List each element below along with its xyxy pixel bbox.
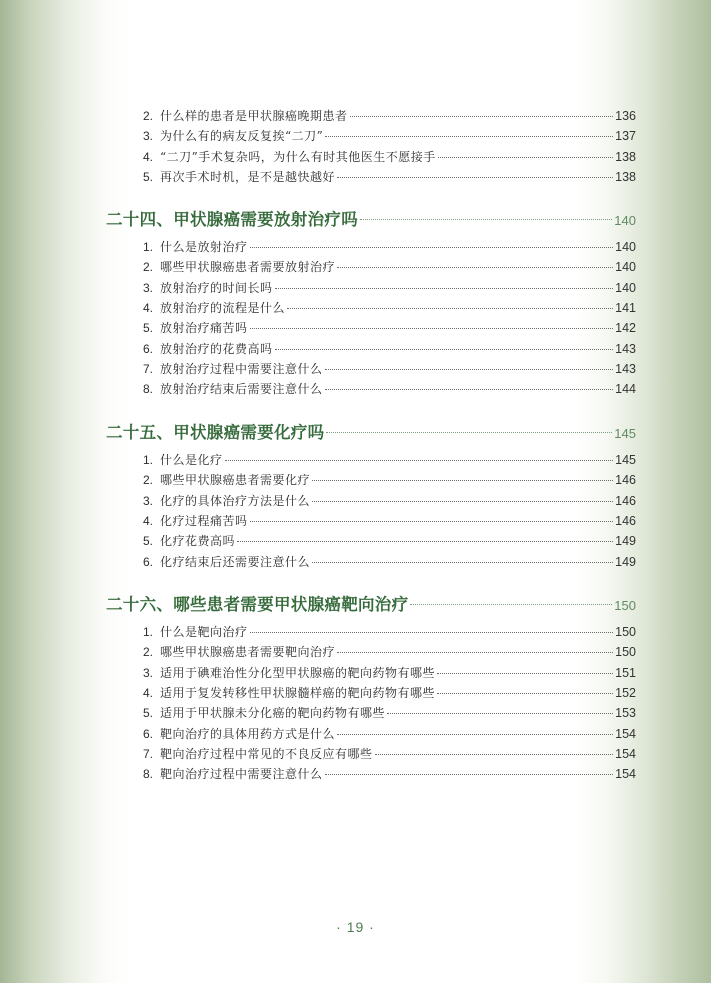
toc-entry[interactable]: [143, 511, 636, 531]
entry-number: 8.: [143, 382, 154, 397]
entry-number: 1.: [143, 240, 154, 254]
entry-page-number: 140: [615, 260, 636, 275]
entry-number: 6.: [143, 341, 154, 356]
dot-leader: [375, 754, 614, 755]
entry-title: 适用于复发转移性甲状腺髓样癌的靶向药物有哪些: [160, 685, 436, 700]
toc-entry[interactable]: [143, 703, 636, 723]
entry-number: 2.: [143, 645, 154, 660]
entry-page-number: 145: [615, 453, 636, 467]
dot-leader: [312, 562, 613, 563]
section-page-number: 150: [614, 598, 636, 613]
dot-leader: [312, 480, 613, 481]
entry-page-number: 140: [615, 240, 636, 254]
dot-leader: [275, 349, 614, 350]
toc-entry[interactable]: [143, 622, 636, 642]
entry-number: 2.: [143, 473, 154, 488]
toc-entry[interactable]: [143, 257, 636, 277]
entry-title: 靶向治疗过程中常见的不良反应有哪些: [160, 746, 373, 761]
toc-entry[interactable]: [143, 318, 636, 338]
toc-entry[interactable]: [143, 379, 636, 399]
dot-leader: [337, 652, 613, 653]
entry-title: 哪些甲状腺癌患者需要化疗: [160, 473, 311, 488]
entry-title: 适用于甲状腺未分化癌的靶向药物有哪些: [160, 706, 386, 721]
dot-leader: [387, 713, 613, 714]
dot-leader: [325, 369, 614, 370]
entry-number: 3.: [143, 129, 154, 144]
entry-title: 化疗的具体治疗方法是什么: [160, 493, 311, 508]
entry-title: 什么是靶向治疗: [160, 625, 248, 639]
toc-entry[interactable]: [143, 470, 636, 490]
entry-page-number: 144: [615, 382, 636, 397]
dot-leader: [410, 604, 612, 605]
dot-leader: [250, 632, 614, 633]
dot-leader: [360, 219, 612, 220]
toc-entry[interactable]: [143, 147, 636, 167]
toc-entry[interactable]: [143, 106, 636, 126]
entry-page-number: 136: [615, 109, 636, 123]
entry-number: 1.: [143, 625, 154, 639]
section-title: 二十六、哪些患者需要甲状腺癌靶向治疗: [106, 595, 409, 614]
toc-entry[interactable]: [143, 278, 636, 298]
dot-leader: [326, 432, 612, 433]
dot-leader: [337, 177, 613, 178]
entry-title: 靶向治疗的具体用药方式是什么: [160, 726, 336, 741]
entry-number: 4.: [143, 685, 154, 700]
dot-leader: [437, 693, 613, 694]
entry-title: 放射治疗的流程是什么: [160, 300, 286, 315]
entry-title: 再次手术时机，是不是越快越好: [160, 169, 336, 184]
toc-entry[interactable]: [143, 642, 636, 662]
dot-leader: [225, 460, 614, 461]
section-page-number: 145: [614, 426, 636, 441]
section-title: 二十四、甲状腺癌需要放射治疗吗: [106, 210, 358, 229]
entry-title: 什么是化疗: [160, 453, 223, 467]
entry-number: 7.: [143, 361, 154, 376]
dot-leader: [325, 136, 613, 137]
section-heading[interactable]: [106, 420, 636, 446]
dot-leader: [337, 734, 613, 735]
toc-entry[interactable]: [143, 663, 636, 683]
entry-number: 2.: [143, 260, 154, 275]
dot-leader: [275, 288, 614, 289]
entry-page-number: 150: [615, 645, 636, 660]
entry-number: 6.: [143, 554, 154, 569]
entry-page-number: 143: [615, 361, 636, 376]
entry-number: 3.: [143, 665, 154, 680]
entry-page-number: 153: [615, 706, 636, 721]
entry-page-number: 154: [615, 726, 636, 741]
entry-number: 8.: [143, 767, 154, 782]
entry-number: 5.: [143, 534, 154, 549]
entry-number: 7.: [143, 746, 154, 761]
entry-page-number: 151: [615, 665, 636, 680]
entry-page-number: 141: [615, 300, 636, 315]
entry-page-number: 154: [615, 767, 636, 782]
entry-title: 适用于碘难治性分化型甲状腺癌的靶向药物有哪些: [160, 665, 436, 680]
entry-page-number: 143: [615, 341, 636, 356]
entry-page-number: 140: [615, 280, 636, 295]
dot-leader: [250, 521, 614, 522]
toc-entry[interactable]: [143, 552, 636, 572]
section-heading[interactable]: [106, 592, 636, 618]
entry-title: 放射治疗痛苦吗: [160, 321, 248, 336]
entry-page-number: 150: [615, 625, 636, 639]
dot-leader: [250, 247, 614, 248]
section-heading[interactable]: [106, 207, 636, 233]
dot-leader: [250, 328, 614, 329]
entry-page-number: 146: [615, 513, 636, 528]
entry-title: “二刀”手术复杂吗，为什么有时其他医生不愿接手: [160, 149, 436, 164]
entry-number: 6.: [143, 726, 154, 741]
dot-leader: [350, 116, 614, 117]
entry-page-number: 152: [615, 685, 636, 700]
section-title: 二十五、甲状腺癌需要化疗吗: [106, 423, 325, 442]
entry-page-number: 149: [615, 534, 636, 549]
dot-leader: [325, 774, 614, 775]
entry-title: 靶向治疗过程中需要注意什么: [160, 767, 323, 782]
dot-leader: [438, 157, 613, 158]
entry-title: 放射治疗过程中需要注意什么: [160, 361, 323, 376]
dot-leader: [287, 308, 613, 309]
entry-title: 化疗花费高吗: [160, 534, 236, 549]
entry-title: 什么样的患者是甲状腺癌晚期患者: [160, 109, 348, 123]
entry-title: 化疗过程痛苦吗: [160, 513, 248, 528]
dot-leader: [312, 501, 613, 502]
entry-page-number: 146: [615, 493, 636, 508]
entry-number: 3.: [143, 280, 154, 295]
dot-leader: [237, 541, 613, 542]
toc-entry[interactable]: [143, 237, 636, 257]
toc-entry[interactable]: [143, 531, 636, 551]
dot-leader: [337, 267, 613, 268]
dot-leader: [437, 673, 613, 674]
entry-number: 4.: [143, 149, 154, 164]
entry-number: 5.: [143, 321, 154, 336]
entry-number: 3.: [143, 493, 154, 508]
entry-number: 4.: [143, 300, 154, 315]
toc-entry[interactable]: [143, 339, 636, 359]
entry-title: 哪些甲状腺癌患者需要放射治疗: [160, 260, 336, 275]
toc-entry[interactable]: [143, 764, 636, 784]
entry-number: 5.: [143, 706, 154, 721]
entry-page-number: 154: [615, 746, 636, 761]
toc-entry[interactable]: [143, 724, 636, 744]
entry-title: 放射治疗结束后需要注意什么: [160, 382, 323, 397]
entry-page-number: 138: [615, 169, 636, 184]
entry-title: 放射治疗的花费高吗: [160, 341, 273, 356]
entry-page-number: 137: [615, 129, 636, 144]
toc-entry[interactable]: [143, 744, 636, 764]
entry-number: 1.: [143, 453, 154, 467]
entry-page-number: 149: [615, 554, 636, 569]
entry-title: 哪些甲状腺癌患者需要靶向治疗: [160, 645, 336, 660]
toc-entry[interactable]: [143, 450, 636, 470]
dot-leader: [325, 389, 614, 390]
entry-page-number: 146: [615, 473, 636, 488]
entry-title: 什么是放射治疗: [160, 240, 248, 254]
page-number: · 19 ·: [336, 919, 375, 935]
entry-page-number: 142: [615, 321, 636, 336]
toc-entry[interactable]: [143, 167, 636, 187]
toc-entry[interactable]: [143, 491, 636, 511]
entry-title: 化疗结束后还需要注意什么: [160, 554, 311, 569]
entry-page-number: 138: [615, 149, 636, 164]
toc-entry[interactable]: [143, 683, 636, 703]
section-page-number: 140: [614, 213, 636, 228]
toc-entry[interactable]: [143, 298, 636, 318]
entry-number: 4.: [143, 513, 154, 528]
toc-entry[interactable]: [143, 126, 636, 146]
entry-title: 为什么有的病友反复挨“二刀”: [160, 129, 324, 144]
toc-entry[interactable]: [143, 359, 636, 379]
entry-number: 2.: [143, 109, 154, 123]
entry-title: 放射治疗的时间长吗: [160, 280, 273, 295]
entry-number: 5.: [143, 169, 154, 184]
